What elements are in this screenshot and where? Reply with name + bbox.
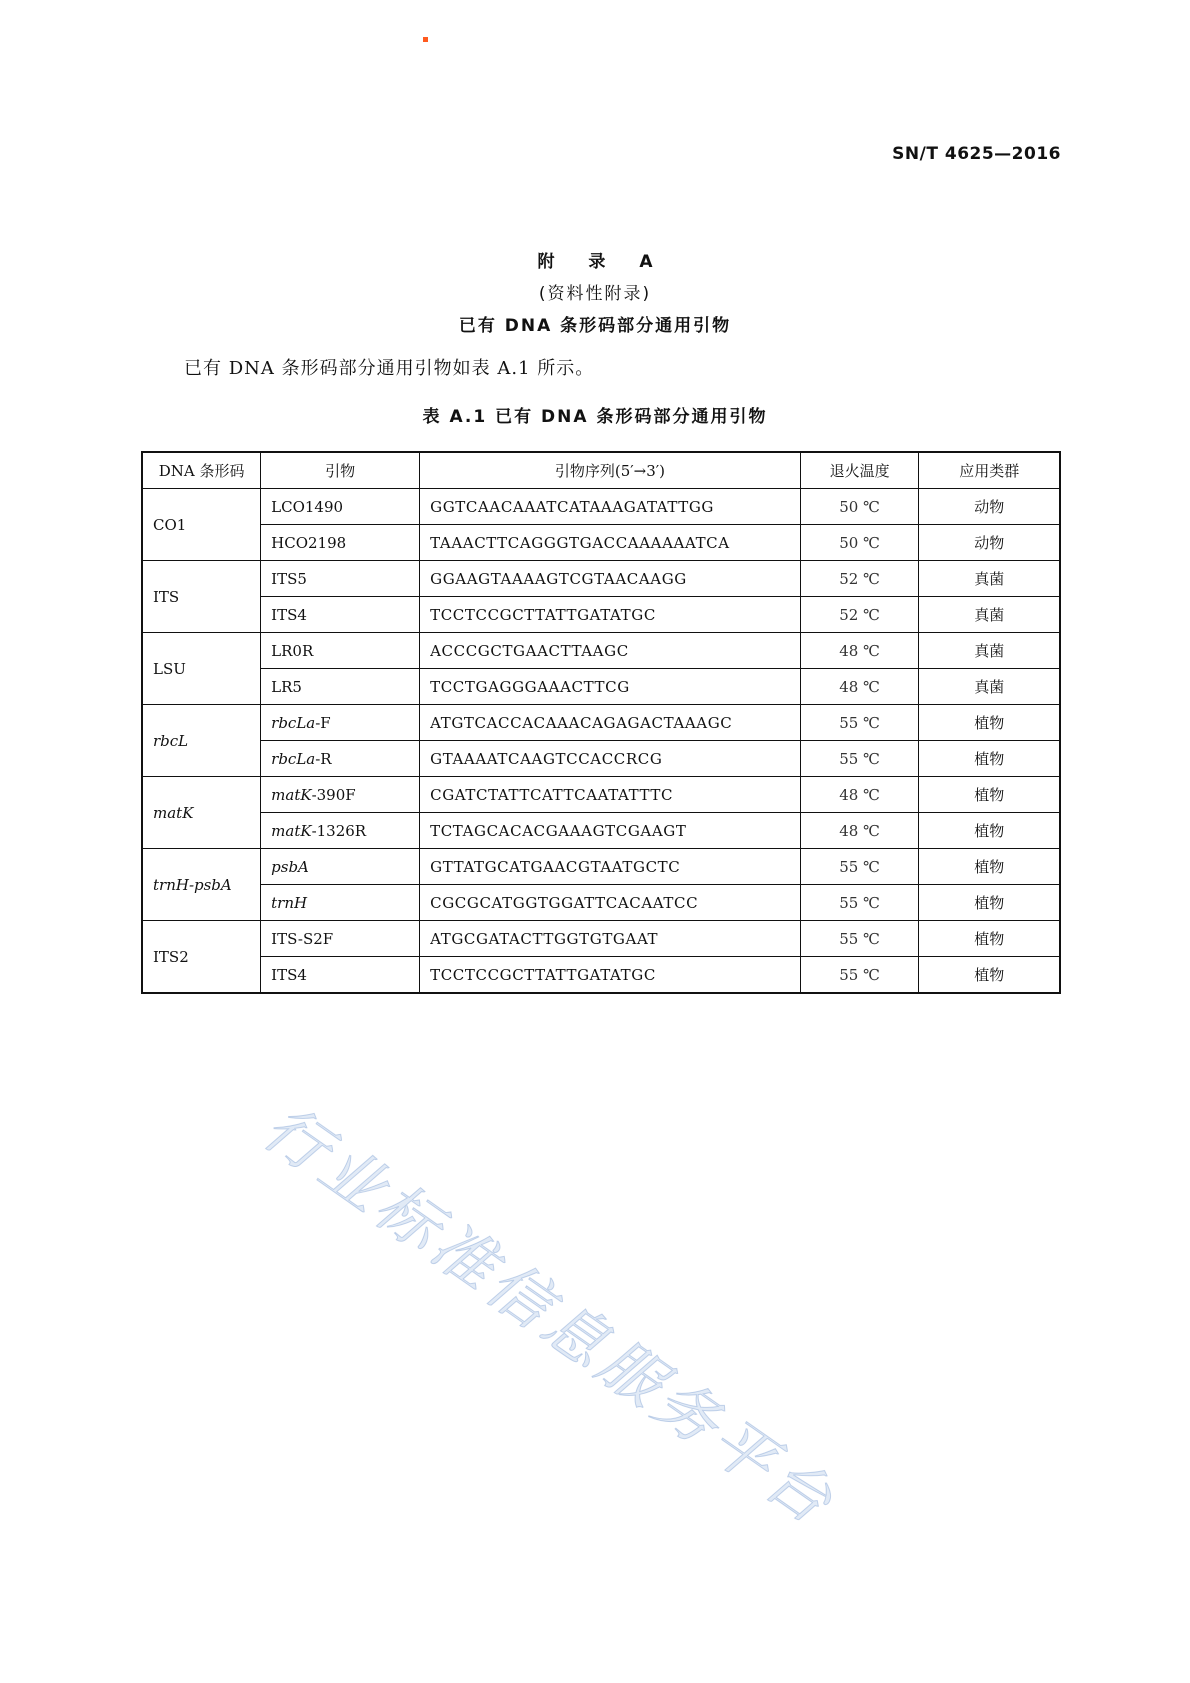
sequence-cell: TCCTCCGCTTATTGATATGC — [420, 957, 801, 994]
sequence-cell: TCTAGCACACGAAAGTCGAAGT — [420, 813, 801, 849]
table-row — [142, 705, 1060, 741]
primer-name: LCO1490 — [271, 497, 344, 516]
sequence-cell: ATGCGATACTTGGTGTGAAT — [420, 921, 801, 957]
barcode-cell: ITS2 — [142, 921, 261, 994]
annealing-temp-cell: 55 ℃ — [800, 921, 919, 957]
table-row — [142, 489, 1060, 525]
primer-cell — [261, 813, 420, 849]
table-row — [142, 525, 1060, 561]
application-group-cell: 植物 — [919, 921, 1060, 957]
application-group-cell: 植物 — [919, 705, 1060, 741]
table-row — [142, 921, 1060, 957]
table-row — [142, 633, 1060, 669]
annex-label: 附 录 A — [537, 252, 667, 272]
sequence-cell: TAAACTTCAGGGTGACCAAAAAATCA — [420, 525, 801, 561]
sequence-cell: ATGTCACCACAAACAGAGACTAAAGC — [420, 705, 801, 741]
annealing-temp-cell: 48 ℃ — [800, 633, 919, 669]
table-row — [142, 777, 1060, 813]
sequence-cell: CGCGCATGGTGGATTCACAATCC — [420, 885, 801, 921]
annealing-temp-cell: 48 ℃ — [800, 777, 919, 813]
barcode-cell: ITS — [142, 561, 261, 633]
primer-cell — [261, 561, 420, 597]
annex-type: (资料性附录) — [538, 284, 652, 304]
primer-name-italic: rbcLa — [271, 749, 316, 768]
primer-cell — [261, 489, 420, 525]
annealing-temp-cell: 48 ℃ — [800, 813, 919, 849]
table-body — [142, 489, 1060, 994]
annealing-temp-cell: 50 ℃ — [800, 525, 919, 561]
sequence-cell: CGATCTATTCATTCAATATTTC — [420, 777, 801, 813]
table-row — [142, 885, 1060, 921]
barcode-cell: rbcL — [142, 705, 261, 777]
primer-cell — [261, 597, 420, 633]
sequence-cell: GTAAAATCAAGTCCACCRCG — [420, 741, 801, 777]
watermark: 行业标准信息服务平台 — [250, 1090, 850, 1541]
application-group-cell: 真菌 — [919, 633, 1060, 669]
intro-paragraph: 已有 DNA 条形码部分通用引物如表 A.1 所示。 — [184, 358, 595, 379]
sequence-cell: GGTCAACAAATCATAAAGATATTGG — [420, 489, 801, 525]
annealing-temp-cell: 55 ℃ — [800, 849, 919, 885]
sequence-cell: GTTATGCATGAACGTAATGCTC — [420, 849, 801, 885]
annealing-temp-cell: 48 ℃ — [800, 669, 919, 705]
annex-title: 已有 DNA 条形码部分通用引物 — [458, 316, 732, 336]
primer-cell — [261, 957, 420, 994]
header-barcode: DNA 条形码 — [142, 452, 261, 489]
table-header-row — [142, 452, 1060, 489]
annealing-temp-cell: 55 ℃ — [800, 741, 919, 777]
primer-name-suffix: -R — [315, 749, 332, 768]
table-row — [142, 813, 1060, 849]
application-group-cell: 植物 — [919, 885, 1060, 921]
primer-name-suffix: -390F — [311, 785, 356, 804]
annealing-temp-cell: 55 ℃ — [800, 705, 919, 741]
primer-name: LR0R — [271, 641, 314, 660]
application-group-cell: 植物 — [919, 813, 1060, 849]
header-annealing-temp: 退火温度 — [800, 452, 919, 489]
primer-name: ITS-S2F — [271, 929, 334, 948]
application-group-cell: 植物 — [919, 741, 1060, 777]
table-row — [142, 561, 1060, 597]
primer-name: HCO2198 — [271, 533, 347, 552]
sequence-cell: ACCCGCTGAACTTAAGC — [420, 633, 801, 669]
annealing-temp-cell: 55 ℃ — [800, 885, 919, 921]
annex-heading — [0, 246, 1190, 342]
application-group-cell: 植物 — [919, 849, 1060, 885]
application-group-cell: 真菌 — [919, 597, 1060, 633]
primer-name: LR5 — [271, 677, 302, 696]
primer-table — [141, 451, 1061, 994]
barcode-cell: trnH-psbA — [142, 849, 261, 921]
primer-cell — [261, 849, 420, 885]
primer-name: ITS4 — [271, 965, 307, 984]
primer-cell — [261, 525, 420, 561]
primer-cell — [261, 777, 420, 813]
annealing-temp-cell: 52 ℃ — [800, 597, 919, 633]
barcode-cell: matK — [142, 777, 261, 849]
annealing-temp-cell: 50 ℃ — [800, 489, 919, 525]
primer-name-suffix: -F — [315, 713, 331, 732]
header-primer: 引物 — [261, 452, 420, 489]
sequence-cell: TCCTCCGCTTATTGATATGC — [420, 597, 801, 633]
primer-name-suffix: -1326R — [311, 821, 367, 840]
sequence-cell: GGAAGTAAAAGTCGTAACAAGG — [420, 561, 801, 597]
primer-name-italic: matK — [271, 785, 312, 804]
application-group-cell: 植物 — [919, 957, 1060, 994]
header-application-group: 应用类群 — [919, 452, 1060, 489]
page-corner-mark — [423, 37, 428, 42]
primer-cell — [261, 705, 420, 741]
table-row — [142, 597, 1060, 633]
application-group-cell: 动物 — [919, 489, 1060, 525]
application-group-cell: 真菌 — [919, 669, 1060, 705]
standard-code: SN/T 4625—2016 — [892, 144, 1061, 164]
table-row — [142, 741, 1060, 777]
header-sequence: 引物序列(5′→3′) — [420, 452, 801, 489]
sequence-cell: TCCTGAGGGAAACTTCG — [420, 669, 801, 705]
primer-name-italic: rbcLa — [271, 713, 316, 732]
primer-name-italic: matK — [271, 821, 312, 840]
barcode-cell: LSU — [142, 633, 261, 705]
primer-cell — [261, 633, 420, 669]
table-row — [142, 849, 1060, 885]
table-row — [142, 669, 1060, 705]
annealing-temp-cell: 55 ℃ — [800, 957, 919, 994]
primer-name: ITS5 — [271, 569, 307, 588]
primer-name: ITS4 — [271, 605, 307, 624]
application-group-cell: 真菌 — [919, 561, 1060, 597]
table-row — [142, 957, 1060, 994]
primer-cell — [261, 885, 420, 921]
barcode-cell: CO1 — [142, 489, 261, 561]
primer-name-italic: trnH — [271, 893, 308, 912]
application-group-cell: 动物 — [919, 525, 1060, 561]
primer-cell — [261, 921, 420, 957]
annealing-temp-cell: 52 ℃ — [800, 561, 919, 597]
primer-cell — [261, 669, 420, 705]
primer-cell — [261, 741, 420, 777]
table-caption: 表 A.1 已有 DNA 条形码部分通用引物 — [422, 407, 768, 427]
application-group-cell: 植物 — [919, 777, 1060, 813]
primer-name-italic: psbA — [271, 857, 309, 876]
